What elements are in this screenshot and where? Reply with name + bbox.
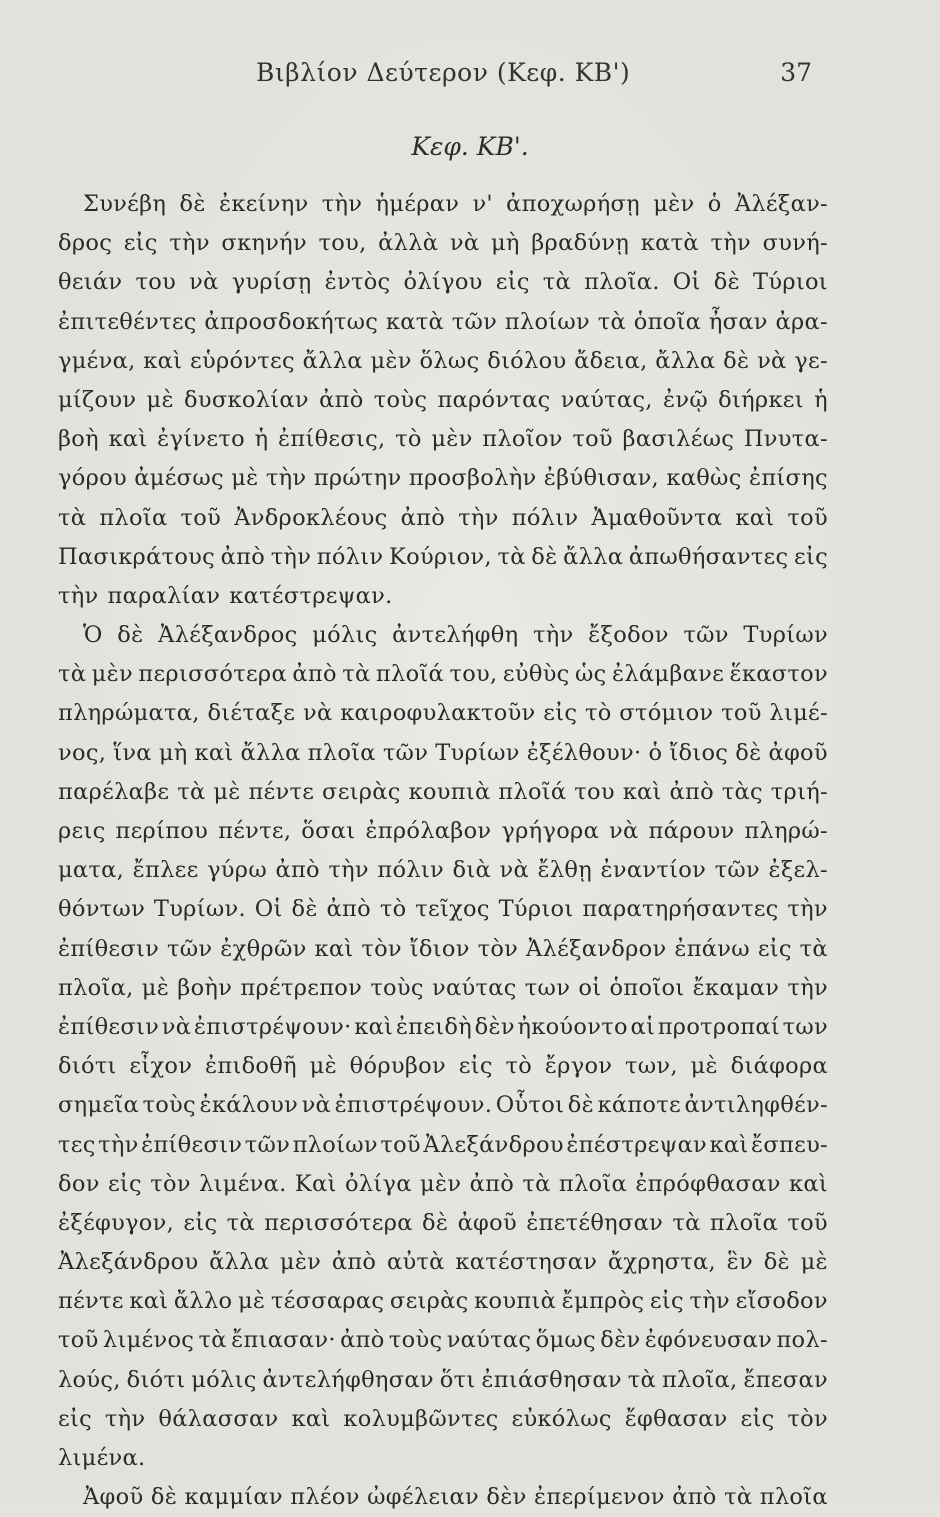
text-line: βοὴ καὶ ἐγίνετο ἡ ἐπίθεσις, τὸ μὲν πλοῖον τοῦ βασιλέως Πνυτα- xyxy=(58,426,828,453)
text-line: λούς, διότι μόλις ἀντελήφθησαν ὅτι ἐπιάσθησαν τὰ πλοῖα, ἔπεσαν xyxy=(58,1366,828,1393)
text-line: μίζουν μὲ δυσκολίαν ἀπὸ τοὺς παρόντας ναύτας, ἐνῷ διήρκει ἡ xyxy=(58,386,828,413)
text-line: πέντε καὶ ἄλλο μὲ τέσσαρας σειρὰς κουπιὰ ἔμπρὸς εἰς τὴν εἴσοδον xyxy=(58,1288,828,1315)
chapter-title: Κεφ. ΚΒ'. xyxy=(411,132,529,161)
text-line: Ἀφοῦ δὲ καμμίαν πλέον ὠφέλειαν δὲν ἐπερίμενον ἀπὸ τὰ πλοῖα xyxy=(83,1484,828,1511)
text-line: πληρώματα, διέταξε νὰ καιροφυλακτοῦν εἰς τὸ στόμιον τοῦ λιμέ- xyxy=(58,700,828,727)
text-line: ἐξέφυγον, εἰς τὰ περισσότερα δὲ ἀφοῦ ἐπετέθησαν τὰ πλοῖα τοῦ xyxy=(58,1209,828,1236)
text-line: δρος εἰς τὴν σκηνήν του, ἀλλὰ νὰ μὴ βραδύνῃ κατὰ τὴν συνή- xyxy=(58,230,828,257)
text-line: ματα, ἔπλεε γύρω ἀπὸ τὴν πόλιν διὰ νὰ ἔλθῃ ἐναντίον τῶν ἐξελ- xyxy=(58,857,828,884)
text-line: διότι εἶχον ἐπιδοθῆ μὲ θόρυβον εἰς τὸ ἔργον των, μὲ διάφορα xyxy=(58,1053,828,1080)
text-line: θειάν του νὰ γυρίσῃ ἐντὸς ὀλίγου εἰς τὰ πλοῖα. Οἱ δὲ Τύριοι xyxy=(58,269,828,296)
text-line: Πασικράτους ἀπὸ τὴν πόλιν Κούριον, τὰ δὲ ἄλλα ἀπωθήσαντες εἰς xyxy=(58,543,828,570)
running-head: Βιβλίον Δεύτερον (Κεφ. ΚΒ') xyxy=(256,58,631,87)
text-line: ἐπίθεσιν νὰ ἐπιστρέψουν· καὶ ἐπειδὴ δὲν ἠκούοντο αἱ προτροπαί των xyxy=(58,1013,828,1040)
text-line: Ὁ δὲ Ἀλέξανδρος μόλις ἀντελήφθη τὴν ἔξοδον τῶν Τυρίων xyxy=(83,622,828,649)
text-line: εἰς τὴν θάλασσαν καὶ κολυμβῶντες εὐκόλως ἔφθασαν εἰς τὸν xyxy=(58,1405,828,1432)
text-line: Ἀλεξάνδρου ἄλλα μὲν ἀπὸ αὐτὰ κατέστησαν ἄχρηστα, ἓν δὲ μὲ xyxy=(58,1249,828,1276)
page-number: 37 xyxy=(780,58,812,87)
text-line: τὰ πλοῖα τοῦ Ἀνδροκλέους ἀπὸ τὴν πόλιν Ἀμαθοῦντα καὶ τοῦ xyxy=(58,504,828,531)
text-line: θόντων Τυρίων. Οἱ δὲ ἀπὸ τὸ τεῖχος Τύριοι παρατηρήσαντες τὴν xyxy=(58,896,828,923)
text-line: τὴν παραλίαν κατέστρεψαν. xyxy=(58,582,393,609)
text-line: δον εἰς τὸν λιμένα. Καὶ ὀλίγα μὲν ἀπὸ τὰ πλοῖα ἐπρόφθασαν καὶ xyxy=(58,1170,828,1197)
text-line: ἐπιτεθέντες ἀπροσδοκήτως κατὰ τῶν πλοίων τὰ ὁποῖα ἦσαν ἀρα- xyxy=(58,308,828,335)
text-line: παρέλαβε τὰ μὲ πέντε σειρὰς κουπιὰ πλοῖά του καὶ ἀπὸ τὰς τριή- xyxy=(58,778,828,805)
text-line: γμένα, καὶ εὑρόντες ἄλλα μὲν ὅλως διόλου ἄδεια, ἄλλα δὲ νὰ γε- xyxy=(58,347,828,374)
text-line: τες τὴν ἐπίθεσιν τῶν πλοίων τοῦ Ἀλεξάνδρου ἐπέστρεψαν καὶ ἔσπευ- xyxy=(58,1131,828,1158)
text-line: πλοῖα, μὲ βοὴν πρέτρεπον τοὺς ναύτας των οἱ ὁποῖοι ἔκαμαν τὴν xyxy=(58,974,828,1001)
text-line: σημεῖα τοὺς ἐκάλουν νὰ ἐπιστρέψουν. Οὗτοι δὲ κάποτε ἀντιληφθέν- xyxy=(58,1092,828,1119)
body-text xyxy=(58,185,828,1517)
text-line: γόρου ἀμέσως μὲ τὴν πρώτην προσβολὴν ἐβύθισαν, καθὼς ἐπίσης xyxy=(58,465,828,492)
text-line: ρεις περίπου πέντε, ὅσαι ἐπρόλαβον γρήγορα νὰ πάρουν πληρώ- xyxy=(58,818,828,844)
text-line: νος, ἵνα μὴ καὶ ἄλλα πλοῖα τῶν Τυρίων ἐξέλθουν· ὁ ἴδιος δὲ ἀφοῦ xyxy=(58,739,828,766)
text-line: Συνέβη δὲ ἐκείνην τὴν ἡμέραν ν' ἀποχωρήσῃ μὲν ὁ Ἀλέξαν- xyxy=(83,191,828,217)
text-line: ἐπίθεσιν τῶν ἐχθρῶν καὶ τὸν ἴδιον τὸν Ἀλέξανδρον ἐπάνω εἰς τὰ xyxy=(58,935,828,962)
text-line: λιμένα. xyxy=(58,1445,146,1471)
text-line: τοῦ λιμένος τὰ ἔπιασαν· ἀπὸ τοὺς ναύτας ὅμως δὲν ἐφόνευσαν πολ- xyxy=(58,1327,828,1354)
text-line: τὰ μὲν περισσότερα ἀπὸ τὰ πλοῖά του, εὐθὺς ὡς ἐλάμβανε ἕκαστον xyxy=(58,661,828,688)
